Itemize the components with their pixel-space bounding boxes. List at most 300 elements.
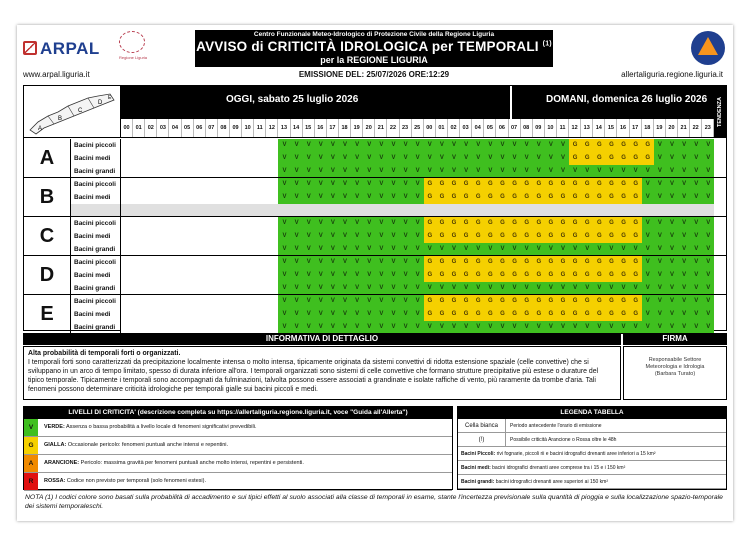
criticality-cell: V [291, 282, 303, 295]
criticality-cell [157, 256, 169, 269]
criticality-cell: V [533, 152, 545, 165]
criticality-cell [242, 217, 254, 230]
criticality-cell: V [351, 243, 363, 256]
criticality-cell: G [509, 230, 521, 243]
criticality-cell: V [412, 269, 424, 282]
hour-cell: 21 [678, 119, 690, 137]
criticality-cell: V [363, 321, 375, 334]
hour-cell: 00 [424, 119, 436, 137]
criticality-cell: V [496, 165, 508, 178]
criticality-cell [242, 256, 254, 269]
criticality-cell: V [363, 256, 375, 269]
criticality-cell: V [400, 165, 412, 178]
criticality-cell: V [654, 308, 666, 321]
criticality-cell: G [593, 178, 605, 191]
hour-cell: 08 [218, 119, 230, 137]
criticality-cell: V [424, 321, 436, 334]
hour-cell: 17 [327, 119, 339, 137]
criticality-cell: G [569, 152, 581, 165]
criticality-cell: V [315, 217, 327, 230]
tendenza-label: TENDENZA [714, 86, 727, 138]
legend-row-medi [458, 461, 726, 475]
criticality-cell [266, 178, 278, 191]
criticality-cell: G [630, 217, 642, 230]
criticality-cell: V [448, 152, 460, 165]
criticality-cell: G [593, 139, 605, 152]
criticality-cell: V [690, 256, 702, 269]
criticality-cell: V [702, 230, 714, 243]
grid-row [24, 295, 727, 308]
criticality-cell: V [375, 178, 387, 191]
header-top-line: Centro Funzionale Meteo-Idrologico di Protezione Civile della Regione Liguria [253, 31, 495, 38]
basin-label: Bacini medi [70, 230, 120, 243]
criticality-cell: V [278, 217, 290, 230]
criticality-cell: G [642, 152, 654, 165]
criticality-cell: V [642, 321, 654, 334]
criticality-cell: G [460, 230, 472, 243]
criticality-cell: V [303, 152, 315, 165]
criticality-cell: G [593, 256, 605, 269]
criticality-cell: V [363, 152, 375, 165]
criticality-cell: G [569, 230, 581, 243]
criticality-cell: V [605, 321, 617, 334]
criticality-cell: V [412, 321, 424, 334]
criticality-cell: V [339, 152, 351, 165]
criticality-cell [194, 230, 206, 243]
grid-row [24, 217, 727, 230]
hour-cell: 01 [133, 119, 145, 137]
criticality-cell [230, 191, 242, 204]
criticality-cell: V [375, 321, 387, 334]
criticality-cell: G [617, 269, 629, 282]
criticality-cell: V [291, 230, 303, 243]
criticality-cell: V [666, 139, 678, 152]
criticality-cell: V [412, 217, 424, 230]
criticality-cell: V [557, 243, 569, 256]
criticality-cell [254, 139, 266, 152]
criticality-cell: V [678, 282, 690, 295]
criticality-cell: V [557, 152, 569, 165]
criticality-cell: V [521, 243, 533, 256]
criticality-cell: G [581, 230, 593, 243]
zone-letter-b: B [39, 186, 55, 208]
criticality-cell: V [654, 230, 666, 243]
hour-cell: 11 [254, 119, 266, 137]
criticality-cell: V [666, 165, 678, 178]
criticality-cell: G [424, 178, 436, 191]
criticality-cell: G [472, 178, 484, 191]
criticality-cell [169, 230, 181, 243]
criticality-cell: V [509, 243, 521, 256]
criticality-cell [182, 217, 194, 230]
legend-desc-piccoli: rivi fognarie, piccoli rii e bacini idrografici drenanti aree inferiori a 15 km² [496, 451, 656, 457]
criticality-cell [254, 230, 266, 243]
level-name: GIALLA: [44, 442, 67, 448]
criticality-cell: V [400, 139, 412, 152]
criticality-cell: G [533, 230, 545, 243]
criticality-cell: V [351, 256, 363, 269]
criticality-cell: G [472, 295, 484, 308]
criticality-cell [121, 152, 133, 165]
criticality-cell: V [678, 152, 690, 165]
criticality-cell: V [351, 139, 363, 152]
criticality-cell [254, 191, 266, 204]
criticality-cell [194, 191, 206, 204]
criticality-cell: V [630, 165, 642, 178]
criticality-cell: V [363, 243, 375, 256]
criticality-cell: G [569, 256, 581, 269]
criticality-cell [169, 178, 181, 191]
criticality-cell: V [678, 165, 690, 178]
criticality-cell: G [533, 308, 545, 321]
criticality-cell: V [387, 295, 399, 308]
criticality-cell: G [581, 308, 593, 321]
criticality-cell: V [678, 217, 690, 230]
criticality-cell [242, 295, 254, 308]
criticality-cell: V [375, 217, 387, 230]
criticality-cell [169, 308, 181, 321]
hour-cell: 22 [387, 119, 399, 137]
criticality-cell [218, 230, 230, 243]
hour-cell: 14 [291, 119, 303, 137]
criticality-cell: G [545, 269, 557, 282]
criticality-cell [218, 178, 230, 191]
criticality-cell [157, 178, 169, 191]
criticality-cell: V [666, 191, 678, 204]
criticality-cell [121, 217, 133, 230]
criticality-cell: G [484, 217, 496, 230]
criticality-cell [218, 308, 230, 321]
criticality-cell: G [569, 191, 581, 204]
criticality-cell: V [363, 139, 375, 152]
criticality-cell: V [642, 295, 654, 308]
criticality-cell: V [327, 230, 339, 243]
criticality-cell: V [351, 217, 363, 230]
criticality-cell [254, 308, 266, 321]
hour-cell: 04 [472, 119, 484, 137]
hour-cell: 15 [303, 119, 315, 137]
criticality-cell: G [484, 191, 496, 204]
criticality-cell: V [509, 152, 521, 165]
criticality-cell: V [593, 165, 605, 178]
criticality-cell: G [605, 178, 617, 191]
criticality-cell: G [521, 295, 533, 308]
criticality-cell: G [424, 230, 436, 243]
basin-label: Bacini grandi [70, 321, 120, 334]
criticality-cell [182, 308, 194, 321]
basin-label: Bacini piccoli [70, 217, 120, 230]
protezione-civile-logo-icon [691, 31, 725, 65]
criticality-cell: G [496, 230, 508, 243]
hour-cell: 23 [702, 119, 714, 137]
levels-list [24, 419, 452, 491]
criticality-cell [206, 295, 218, 308]
criticality-cell: V [581, 282, 593, 295]
criticality-cell: V [690, 243, 702, 256]
criticality-cell: V [315, 152, 327, 165]
criticality-cell: G [496, 256, 508, 269]
criticality-cell: V [375, 256, 387, 269]
level-row [24, 437, 452, 455]
criticality-cell: G [581, 295, 593, 308]
criticality-cell: V [327, 295, 339, 308]
criticality-cell: G [545, 217, 557, 230]
criticality-cell: V [375, 165, 387, 178]
criticality-cell [242, 152, 254, 165]
criticality-cell [194, 256, 206, 269]
basin-label: Bacini medi [70, 269, 120, 282]
criticality-cell: V [690, 139, 702, 152]
criticality-cell: G [448, 178, 460, 191]
hour-cell: 04 [169, 119, 181, 137]
arpal-url-link[interactable]: www.arpal.liguria.it [23, 70, 90, 79]
hour-cell: 06 [194, 119, 206, 137]
criticality-cell: V [533, 243, 545, 256]
criticality-cell: V [363, 282, 375, 295]
criticality-cell: V [533, 321, 545, 334]
hour-cell: 20 [363, 119, 375, 137]
svg-text:C: C [78, 108, 83, 114]
criticality-cell: V [460, 139, 472, 152]
criticality-cell: V [654, 152, 666, 165]
grid-row [24, 308, 727, 321]
allerta-url-link[interactable]: allertaliguria.regione.liguria.it [621, 70, 723, 79]
level-swatch: G [24, 437, 38, 454]
legend-key-medi: Bacini medi: [461, 465, 491, 471]
criticality-cell [206, 152, 218, 165]
criticality-cell: V [666, 295, 678, 308]
criticality-cell [133, 295, 145, 308]
criticality-cell: V [678, 230, 690, 243]
criticality-cell: V [654, 165, 666, 178]
criticality-cell [206, 269, 218, 282]
criticality-cell: V [496, 282, 508, 295]
criticality-cell [169, 139, 181, 152]
info-title: Alta probabilità di temporali forti o organizzati. [28, 350, 181, 357]
criticality-cell [230, 217, 242, 230]
criticality-cell: V [351, 178, 363, 191]
level-desc: Codice non previsto per temporali (solo fenomeni estesi). [66, 478, 207, 484]
criticality-cell [242, 269, 254, 282]
criticality-cell: V [569, 282, 581, 295]
criticality-cell: G [617, 308, 629, 321]
legend-desc-cella-bianca: Periodo antecedente l'orario di emissione [510, 423, 602, 429]
criticality-cell: G [569, 308, 581, 321]
criticality-cell [121, 191, 133, 204]
info-body [23, 346, 621, 400]
arpal-logo-icon [23, 41, 37, 55]
criticality-cell: G [424, 217, 436, 230]
criticality-cell: G [509, 308, 521, 321]
criticality-cell: G [533, 295, 545, 308]
criticality-cell: G [605, 191, 617, 204]
criticality-cell: V [654, 178, 666, 191]
criticality-cell: V [460, 152, 472, 165]
criticality-cell: V [654, 139, 666, 152]
criticality-cell: V [412, 165, 424, 178]
criticality-cell: V [533, 139, 545, 152]
info-text: I temporali forti sono caratterizzati da precipitazione localmente intensa o molto intensa, tipicamente originata da sistemi convettivi di ridotta estensione spaziale (celle convettive) che si sviluppano in un arco di tempo limitato, spesso di durata inferiore all'ora. I temporali organizzati sono sistemi di celle convettive che formano strutture precipitative più estese o durature del tipico temporale. Tipicamente i temporali sono accompagnati da fulminazioni, talvolta possono essere associati a grandinate e isolate raffiche di vento, più raramente da trombe d'aria. Tali fenomeni possono determinare criticità idrologiche per temporali gialle sui bacini piccoli e medi. [28, 359, 599, 393]
arpal-logo [23, 39, 100, 59]
criticality-cell: G [448, 191, 460, 204]
criticality-cell [254, 295, 266, 308]
criticality-cell: V [291, 308, 303, 321]
criticality-cell: V [315, 243, 327, 256]
criticality-cell: G [496, 191, 508, 204]
criticality-cell: G [472, 308, 484, 321]
criticality-cell: V [339, 321, 351, 334]
criticality-cell: V [484, 282, 496, 295]
criticality-cell: G [545, 256, 557, 269]
header-title-text: AVVISO di CRITICITÀ IDROLOGICA per TEMPORALI [196, 39, 539, 54]
criticality-cell: V [327, 256, 339, 269]
criticality-cell [254, 178, 266, 191]
criticality-cell: V [375, 295, 387, 308]
svg-text:A: A [38, 126, 43, 132]
criticality-cell: V [666, 256, 678, 269]
criticality-cell: V [412, 152, 424, 165]
levels-header: LIVELLI DI CRITICITA' (descrizione completa su https://allertaliguria.regione.liguria.it, voce "Guida all'Allerta") [24, 407, 452, 419]
criticality-cell: G [630, 256, 642, 269]
criticality-cell: G [581, 256, 593, 269]
criticality-cell: V [557, 321, 569, 334]
criticality-cell: V [412, 308, 424, 321]
criticality-cell [157, 217, 169, 230]
criticality-cell: G [460, 217, 472, 230]
criticality-cell [133, 256, 145, 269]
level-row [24, 419, 452, 437]
criticality-cell: G [533, 178, 545, 191]
criticality-cell [242, 178, 254, 191]
criticality-cell: V [666, 178, 678, 191]
criticality-cell: V [702, 165, 714, 178]
criticality-cell [133, 191, 145, 204]
criticality-cell [194, 269, 206, 282]
levels-table [23, 406, 453, 490]
svg-text:D: D [98, 100, 103, 106]
level-name: VERDE: [44, 424, 65, 430]
criticality-cell: V [690, 269, 702, 282]
criticality-cell: V [303, 269, 315, 282]
tendenza-cell [714, 178, 727, 191]
criticality-cell: V [617, 165, 629, 178]
criticality-cell: V [387, 152, 399, 165]
criticality-cell [242, 230, 254, 243]
criticality-cell [218, 191, 230, 204]
criticality-cell: G [630, 269, 642, 282]
criticality-cell: V [496, 152, 508, 165]
criticality-cell [121, 178, 133, 191]
criticality-cell: G [509, 217, 521, 230]
criticality-cell: G [593, 230, 605, 243]
criticality-cell: V [339, 295, 351, 308]
criticality-cell: V [278, 282, 290, 295]
today-label: OGGI, sabato 25 luglio 2026 [226, 94, 359, 105]
tendenza-cell [714, 308, 727, 321]
criticality-cell: G [630, 152, 642, 165]
hour-cell: 12 [266, 119, 278, 137]
criticality-cell: G [605, 295, 617, 308]
criticality-cell: V [436, 152, 448, 165]
criticality-cell: V [654, 321, 666, 334]
hour-cell: 10 [242, 119, 254, 137]
criticality-cell [182, 269, 194, 282]
criticality-cell: G [630, 191, 642, 204]
criticality-cell: G [484, 256, 496, 269]
criticality-cell: V [569, 321, 581, 334]
criticality-cell: V [400, 308, 412, 321]
criticality-cell [169, 269, 181, 282]
level-text [38, 455, 304, 472]
criticality-cell: V [291, 178, 303, 191]
criticality-cell [266, 217, 278, 230]
criticality-cell: G [617, 256, 629, 269]
criticality-cell: G [630, 230, 642, 243]
criticality-cell: G [509, 256, 521, 269]
legend-header: LEGENDA TABELLA [458, 407, 726, 419]
criticality-cell: G [448, 308, 460, 321]
criticality-cell: G [557, 217, 569, 230]
criticality-cell: V [702, 243, 714, 256]
criticality-cell: V [617, 243, 629, 256]
criticality-cell: V [339, 178, 351, 191]
criticality-cell: G [617, 230, 629, 243]
criticality-cell: V [278, 178, 290, 191]
criticality-cell [121, 295, 133, 308]
criticality-cell: V [339, 230, 351, 243]
criticality-cell: V [642, 165, 654, 178]
criticality-cell: V [509, 165, 521, 178]
criticality-cell: V [545, 152, 557, 165]
criticality-cell: V [448, 321, 460, 334]
basin-label: Bacini medi [70, 152, 120, 165]
tendenza-cell [714, 152, 727, 165]
criticality-cell: V [375, 230, 387, 243]
criticality-cell: G [605, 269, 617, 282]
criticality-cell: V [484, 165, 496, 178]
criticality-grid [23, 85, 727, 331]
criticality-cell: G [509, 269, 521, 282]
criticality-cell: V [484, 243, 496, 256]
criticality-cell: V [484, 139, 496, 152]
criticality-cell [145, 295, 157, 308]
legend-row-excl [458, 433, 726, 447]
criticality-cell [206, 256, 218, 269]
criticality-cell [133, 152, 145, 165]
firma-body [623, 346, 727, 400]
hour-cell: 25 [412, 119, 424, 137]
criticality-cell: G [581, 269, 593, 282]
criticality-cell: V [654, 256, 666, 269]
tomorrow-label: DOMANI, domenica 26 luglio 2026 [546, 94, 708, 105]
criticality-cell [230, 230, 242, 243]
criticality-cell: V [642, 308, 654, 321]
criticality-cell: V [690, 308, 702, 321]
alert-document [17, 25, 733, 521]
criticality-cell: V [436, 321, 448, 334]
criticality-cell [121, 256, 133, 269]
criticality-cell: V [424, 243, 436, 256]
criticality-cell: V [278, 165, 290, 178]
hour-cell: 10 [545, 119, 557, 137]
criticality-cell: V [412, 230, 424, 243]
criticality-cell: V [400, 217, 412, 230]
criticality-cell [206, 191, 218, 204]
criticality-cell [230, 308, 242, 321]
criticality-cell: V [327, 165, 339, 178]
criticality-cell: V [278, 191, 290, 204]
criticality-cell: G [557, 269, 569, 282]
